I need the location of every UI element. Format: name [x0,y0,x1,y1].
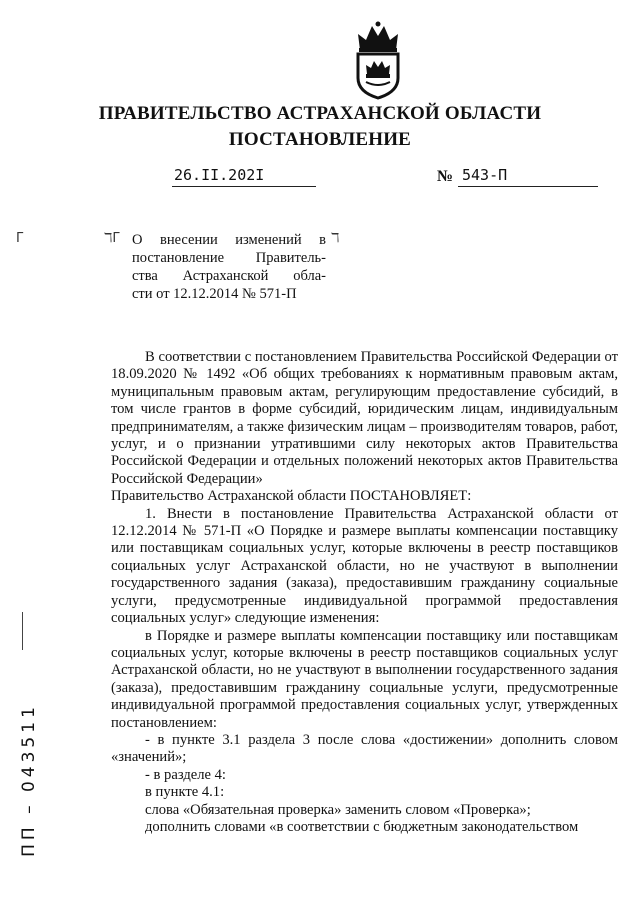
body-paragraph: дополнить словами «в соответствии с бюджетным законодательством [145,818,579,835]
body-paragraph: в пункте 4.1: [145,784,225,801]
form-serial-text: ПП – 043511 [19,703,39,857]
body-paragraph: В соответствии с постановлением Правительства Российской Федерации от 18.09.2020 № 1492 «Об общих требованиях к нормативным правовым актам, муниципальным правовым актам, регулирующим предоставление субсидий, в том числе грантов в форме субсидий, юридическим лицам, индивидуальным предпринимателям, а также физическим лицам – производителям товаров, работ, услуг, и о признании утратившими силу некоторых актов Правительства Российской Федерации и отдельных положений некоторых актов Правительства Российской Федерации» [111,349,618,487]
body-paragraph: - в пункте 3.1 раздела 3 после слова «достижении» дополнить словом «значений»; [111,731,618,766]
subject-line: ства Астраханской обла- [132,268,326,284]
document-number: 543-П [458,166,598,187]
form-serial-code [14,700,44,875]
body-paragraph: - в разделе 4: [145,766,226,783]
body-paragraph: Правительство Астраханской области ПОСТАНОВЛЯЕТ: [111,488,472,505]
corner-bracket-left: Г [16,231,24,246]
document-subject [132,231,326,303]
margin-line-mark [22,612,23,650]
corner-bracket-right: ℸ [331,231,340,246]
body-paragraph: 1. Внести в постановление Правительства Астраханской области от 12.12.2014 № 571-П «О Порядке и размере выплаты компенсации поставщику или поставщикам социальных услуг, которые включены в реестр поставщиков социальных услуг Астраханской области, но не участвуют в выполнении государственного задания (заказа), предоставившим гражданину социальные услуги, предусмотренные индивидуальной программой предоставления социальных услуг» следующие изменения: [111,505,618,627]
organization-name: ПРАВИТЕЛЬСТВО АСТРАХАНСКОЙ ОБЛАСТИ [98,103,542,124]
body-paragraph: слова «Обязательная проверка» заменить словом «Проверка»; [145,801,531,818]
subject-line: постановление Правитель- [132,250,326,266]
corner-bracket-mid: ℸГ [104,231,121,246]
subject-line: О внесении изменений в [132,232,326,248]
document-type-title: ПОСТАНОВЛЕНИЕ [228,129,412,150]
coat-of-arms-emblem [350,20,406,100]
document-body [111,349,618,836]
document-date: 26.II.202I [172,166,316,187]
body-paragraph: в Порядке и размере выплаты компенсации поставщику или поставщикам социальных услуг, которые включены в реестр поставщиков социальных услуг Астраханской области, но не участвуют в выполнении государственного задания (заказа), предоставившим гражданину социальные услуги, предусмотренные индивидуальной программой предоставления социальных услуг, утвержденных постановлением: [111,627,618,731]
subject-line: сти от 12.12.2014 № 571-П [132,286,297,302]
number-sign: № [437,168,454,185]
